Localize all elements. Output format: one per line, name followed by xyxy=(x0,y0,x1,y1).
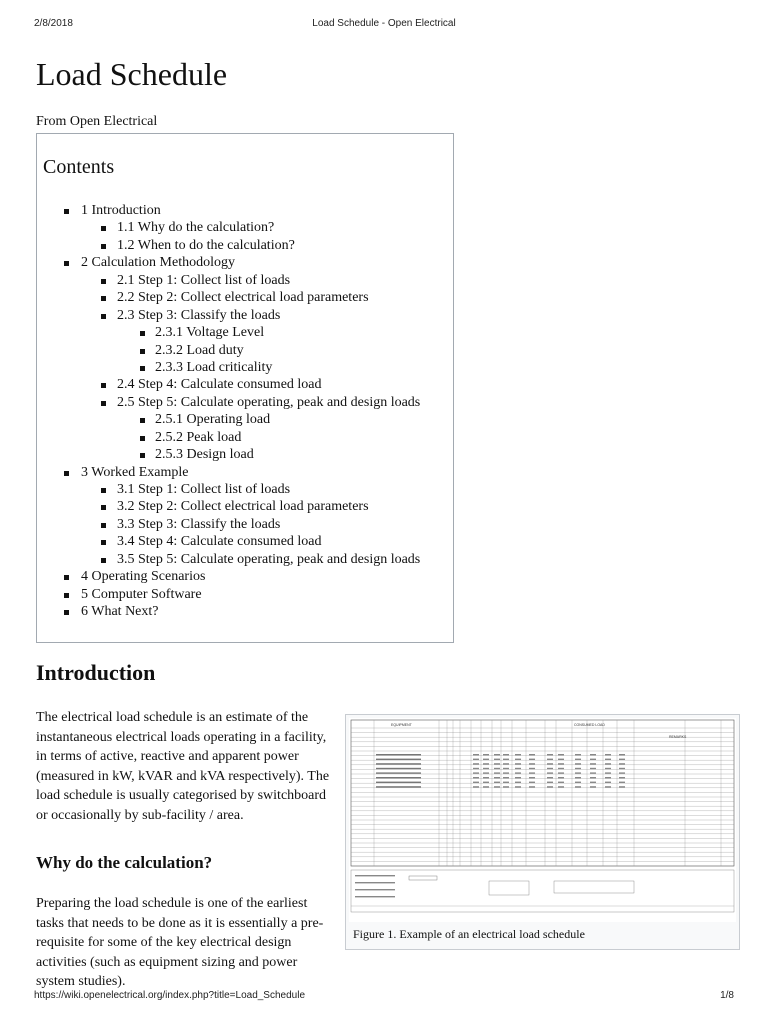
table-cell-text xyxy=(376,782,421,783)
toc-item-label[interactable]: 2.5.2 Peak load xyxy=(155,429,242,445)
table-cell-text xyxy=(494,782,500,783)
table-cell-text xyxy=(619,782,625,783)
bullet-icon xyxy=(101,488,106,493)
toc-item[interactable] xyxy=(37,446,453,463)
table-cell-text xyxy=(590,782,596,783)
toc-item-label[interactable]: 3.4 Step 4: Calculate consumed load xyxy=(117,534,322,550)
toc-item[interactable] xyxy=(37,411,453,428)
bullet-icon xyxy=(101,279,106,284)
toc-item-label[interactable]: 4 Operating Scenarios xyxy=(81,569,206,585)
table-cell-text xyxy=(376,763,421,764)
summary-text xyxy=(355,896,395,897)
table-cell-text xyxy=(376,777,421,778)
toc-item[interactable] xyxy=(37,498,453,515)
toc-item[interactable] xyxy=(37,568,453,585)
table-cell-text xyxy=(547,786,553,787)
table-cell-text xyxy=(590,768,596,769)
print-date: 2/8/2018 xyxy=(34,18,73,29)
table-cell-text xyxy=(483,754,489,755)
table-cell-text xyxy=(483,786,489,787)
bullet-icon xyxy=(64,261,69,266)
table-cell-text xyxy=(590,759,596,760)
table-cell-text xyxy=(529,772,535,773)
toc-item-label[interactable]: 1.1 Why do the calculation? xyxy=(117,220,275,236)
toc-item-label[interactable]: 2.3.1 Voltage Level xyxy=(155,325,265,341)
table-cell-text xyxy=(494,768,500,769)
figure-load-schedule[interactable] xyxy=(345,714,740,950)
table-cell-text xyxy=(529,759,535,760)
toc-item-label[interactable]: 2.2 Step 2: Collect electrical load parameters xyxy=(117,290,369,306)
toc-item-label[interactable]: 3.5 Step 5: Calculate operating, peak and design loads xyxy=(117,551,421,567)
table-header-consumed: CONSUMED LOAD xyxy=(574,723,605,727)
table-cell-text xyxy=(376,768,421,769)
table-cell-text xyxy=(483,772,489,773)
table-cell-text xyxy=(605,768,611,769)
table-cell-text xyxy=(619,772,625,773)
toc-item-label[interactable]: 2.3.3 Load criticality xyxy=(155,359,273,375)
intro-paragraph: The electrical load schedule is an estimate of the instantaneous electrical loads operating in a facility, in terms of active, reactive and apparent power (measured in kW, kVAR and kVA respectively). The load schedule is usually categorised by switchboard or occasionally by sub-facility / area. xyxy=(36,710,330,823)
toc-item[interactable] xyxy=(37,342,453,359)
table-cell-text xyxy=(515,754,521,755)
table-cell-text xyxy=(515,759,521,760)
toc-item[interactable] xyxy=(37,429,453,446)
table-cell-text xyxy=(473,772,479,773)
table-cell-text xyxy=(590,772,596,773)
toc-item-label[interactable]: 2 Calculation Methodology xyxy=(81,255,235,271)
table-cell-text xyxy=(503,759,509,760)
figure-caption: Figure 1. Example of an electrical load schedule xyxy=(353,927,585,941)
table-cell-text xyxy=(547,772,553,773)
table-cell-text xyxy=(503,786,509,787)
toc-item-label[interactable]: 2.5.3 Design load xyxy=(155,447,254,463)
table-cell-text xyxy=(547,782,553,783)
page-title: Load Schedule xyxy=(36,56,228,92)
toc-heading: Contents xyxy=(43,156,115,178)
table-cell-text xyxy=(473,786,479,787)
table-cell-text xyxy=(619,759,625,760)
table-cell-text xyxy=(605,759,611,760)
toc-item[interactable] xyxy=(37,254,453,271)
table-cell-text xyxy=(558,754,564,755)
table-cell-text xyxy=(503,768,509,769)
bullet-icon xyxy=(140,349,145,354)
table-cell-text xyxy=(619,786,625,787)
table-cell-text xyxy=(515,768,521,769)
table-cell-text xyxy=(515,763,521,764)
table-cell-text xyxy=(575,777,581,778)
table-cell-text xyxy=(558,782,564,783)
table-cell-text xyxy=(575,759,581,760)
table-cell-text xyxy=(376,754,421,755)
table-cell-text xyxy=(494,754,500,755)
print-header xyxy=(0,0,768,40)
summary-text xyxy=(355,882,395,883)
bullet-icon xyxy=(140,453,145,458)
toc-item-label[interactable]: 1 Introduction xyxy=(81,203,161,218)
table-cell-text xyxy=(503,754,509,755)
bullet-icon xyxy=(64,593,69,598)
table-cell-text xyxy=(376,759,421,760)
table-cell-text xyxy=(575,763,581,764)
table-cell-text xyxy=(529,782,535,783)
table-cell-text xyxy=(529,763,535,764)
bullet-icon xyxy=(101,523,106,528)
toc-item-label[interactable]: 2.3.2 Load duty xyxy=(155,342,244,358)
table-cell-text xyxy=(494,777,500,778)
toc-item-label[interactable]: 3.1 Step 1: Collect list of loads xyxy=(117,482,291,497)
toc-item[interactable] xyxy=(37,464,453,481)
bullet-icon xyxy=(101,540,106,545)
toc-item[interactable] xyxy=(37,289,453,306)
toc-item-label[interactable]: 6 What Next? xyxy=(81,604,159,620)
table-cell-text xyxy=(473,754,479,755)
toc-item-label[interactable]: 3.3 Step 3: Classify the loads xyxy=(117,516,281,532)
table-cell-text xyxy=(547,759,553,760)
toc-item[interactable] xyxy=(37,516,453,533)
toc-item[interactable] xyxy=(37,307,453,324)
table-cell-text xyxy=(590,754,596,755)
table-cell-text xyxy=(575,768,581,769)
table-cell-text xyxy=(605,777,611,778)
table-cell-text xyxy=(529,786,535,787)
table-cell-text xyxy=(529,777,535,778)
toc-item[interactable] xyxy=(37,272,453,289)
table-cell-text xyxy=(483,777,489,778)
toc-item-label[interactable]: 2.5 Step 5: Calculate operating, peak and design loads xyxy=(117,394,421,410)
bullet-icon xyxy=(101,226,106,231)
toc-item[interactable] xyxy=(37,586,453,603)
bullet-icon xyxy=(101,383,106,388)
table-cell-text xyxy=(575,782,581,783)
table-cell-text xyxy=(558,759,564,760)
table-cell-text xyxy=(376,786,421,787)
table-cell-text xyxy=(515,777,521,778)
toc-item[interactable] xyxy=(37,237,453,254)
toc-item[interactable] xyxy=(37,324,453,341)
bullet-icon xyxy=(101,244,106,249)
table-cell-text xyxy=(494,772,500,773)
table-cell-text xyxy=(494,763,500,764)
bullet-icon xyxy=(140,436,145,441)
table-cell-text xyxy=(590,777,596,778)
toc-item[interactable] xyxy=(37,551,453,568)
load-schedule-thumbnail xyxy=(349,718,736,922)
table-cell-text xyxy=(503,763,509,764)
table-cell-text xyxy=(503,782,509,783)
bullet-icon xyxy=(64,471,69,476)
toc-item-label[interactable]: 2.3 Step 3: Classify the loads xyxy=(117,307,281,323)
table-cell-text xyxy=(558,763,564,764)
bullet-icon xyxy=(64,610,69,615)
toc-item[interactable] xyxy=(37,533,453,550)
why-paragraph: Preparing the load schedule is one of the earliest tasks that needs to be done as it is essentially a pre-requisite for some of the key electrical design activities (such as equipment sizing and power system studies). xyxy=(36,896,324,989)
table-cell-text xyxy=(515,772,521,773)
toc-item[interactable] xyxy=(37,359,453,376)
table-cell-text xyxy=(483,759,489,760)
toc-item-label[interactable]: 2.4 Step 4: Calculate consumed load xyxy=(117,377,322,393)
table-cell-text xyxy=(515,782,521,783)
table-cell-text xyxy=(473,763,479,764)
table-cell-text xyxy=(605,763,611,764)
subsection-heading-why: Why do the calculation? xyxy=(36,853,213,872)
table-cell-text xyxy=(529,754,535,755)
table-cell-text xyxy=(473,768,479,769)
table-of-contents xyxy=(36,133,454,643)
table-cell-text xyxy=(503,777,509,778)
toc-item[interactable] xyxy=(37,481,453,498)
table-cell-text xyxy=(547,763,553,764)
table-header-equipment: EQUIPMENT xyxy=(391,723,412,727)
summary-text xyxy=(355,889,395,890)
table-cell-text xyxy=(473,759,479,760)
table-cell-text xyxy=(619,754,625,755)
table-cell-text xyxy=(503,772,509,773)
table-cell-text xyxy=(619,763,625,764)
print-title: Load Schedule - Open Electrical xyxy=(312,18,456,29)
table-cell-text xyxy=(590,786,596,787)
table-cell-text xyxy=(483,768,489,769)
table-cell-text xyxy=(376,772,421,773)
toc-item[interactable] xyxy=(37,219,453,236)
table-cell-text xyxy=(619,777,625,778)
toc-item[interactable] xyxy=(37,394,453,411)
bullet-icon xyxy=(140,366,145,371)
page-url[interactable]: https://wiki.openelectrical.org/index.php?title=Load_Schedule xyxy=(34,990,306,1001)
toc-item-label[interactable]: 3.2 Step 2: Collect electrical load parameters xyxy=(117,499,369,515)
toc-item[interactable] xyxy=(37,376,453,393)
table-cell-text xyxy=(547,754,553,755)
bullet-icon xyxy=(101,558,106,563)
toc-item[interactable] xyxy=(37,202,453,219)
table-cell-text xyxy=(558,786,564,787)
page-number: 1/8 xyxy=(720,990,734,1001)
table-cell-text xyxy=(473,782,479,783)
bullet-icon xyxy=(101,314,106,319)
table-cell-text xyxy=(529,768,535,769)
table-cell-text xyxy=(590,763,596,764)
table-cell-text xyxy=(605,754,611,755)
table-header-remarks: REMARKS xyxy=(669,735,687,739)
section-heading-introduction: Introduction xyxy=(36,660,156,685)
site-subtitle: From Open Electrical xyxy=(36,114,158,129)
bullet-icon xyxy=(140,418,145,423)
bullet-icon xyxy=(64,209,69,214)
table-cell-text xyxy=(558,777,564,778)
toc-item[interactable] xyxy=(37,603,453,620)
toc-item-label[interactable]: 1.2 When to do the calculation? xyxy=(117,237,295,253)
table-cell-text xyxy=(605,772,611,773)
table-cell-text xyxy=(515,786,521,787)
table-cell-text xyxy=(547,768,553,769)
table-cell-text xyxy=(605,786,611,787)
table-cell-text xyxy=(547,777,553,778)
table-cell-text xyxy=(483,763,489,764)
bullet-icon xyxy=(101,505,106,510)
bullet-icon xyxy=(140,331,145,336)
table-cell-text xyxy=(494,759,500,760)
toc-item-label[interactable]: 3 Worked Example xyxy=(81,464,189,480)
toc-item-label[interactable]: 2.5.1 Operating load xyxy=(155,412,271,428)
table-cell-text xyxy=(558,768,564,769)
bullet-icon xyxy=(101,296,106,301)
table-cell-text xyxy=(605,782,611,783)
table-cell-text xyxy=(473,777,479,778)
table-cell-text xyxy=(575,786,581,787)
table-cell-text xyxy=(619,768,625,769)
table-cell-text xyxy=(494,786,500,787)
table-cell-text xyxy=(575,772,581,773)
summary-text xyxy=(355,875,395,876)
toc-item-label[interactable]: 5 Computer Software xyxy=(81,586,202,602)
bullet-icon xyxy=(64,575,69,580)
table-cell-text xyxy=(483,782,489,783)
table-cell-text xyxy=(575,754,581,755)
table-cell-text xyxy=(558,772,564,773)
bullet-icon xyxy=(101,401,106,406)
toc-item-label[interactable]: 2.1 Step 1: Collect list of loads xyxy=(117,272,291,288)
toc-list xyxy=(37,202,453,621)
